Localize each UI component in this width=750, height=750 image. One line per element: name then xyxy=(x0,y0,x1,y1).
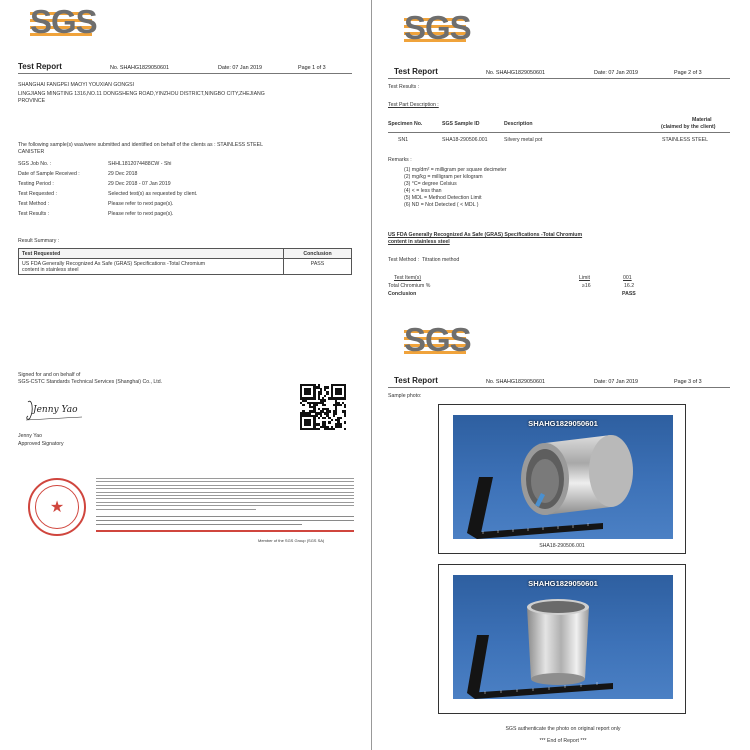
signature-image xyxy=(22,396,92,424)
page-number: Page 1 of 3 xyxy=(298,65,326,71)
company-seal-icon: ★ xyxy=(28,478,86,536)
report-number: No. SHAHG1829050601 xyxy=(486,70,546,76)
sample-photo-label: Sample photo: xyxy=(388,393,422,399)
summary-row-test: US FDA Generally Recognized As Safe (GRAS) Specifications -Total Chromium content in stainless steel xyxy=(19,259,284,275)
cell-specimen: SN1 xyxy=(398,137,409,143)
report-page-2 xyxy=(376,0,750,318)
page-divider xyxy=(371,0,372,750)
th-test-items: Test Item(s) xyxy=(394,275,422,281)
header-rule xyxy=(18,73,352,74)
photo-footer-note: SGS authenticate the photo on original report only xyxy=(505,726,621,732)
signer-title: Approved Signatory xyxy=(18,441,64,447)
page-number: Page 2 of 3 xyxy=(674,70,702,76)
client-name: SHANGHAI FANGPEI MAOYI YOUXIAN GONGSI xyxy=(18,82,135,88)
field-date-received: Date of Sample Received : 29 Dec 2018 xyxy=(18,171,138,177)
summary-row-conclusion: PASS xyxy=(284,259,352,275)
remark-1: (1) mg/dm² = milligram per square decimeter xyxy=(404,167,507,173)
report-page-1 xyxy=(0,0,370,750)
signer-name: Jenny Yao xyxy=(18,433,43,439)
report-header xyxy=(394,67,736,76)
sample-photo-frame-1 xyxy=(438,404,686,554)
conclusion-value: PASS xyxy=(622,291,636,297)
field-test-requested: Test Requested : Selected test(s) as requested by client. xyxy=(18,191,198,197)
header-rule xyxy=(388,78,730,79)
col-sample-id: SGS Sample ID xyxy=(442,121,480,127)
report-page-3 xyxy=(376,318,750,750)
client-address-line-2: PROVINCE xyxy=(18,98,46,104)
test-results-label: Test Results : xyxy=(388,84,420,90)
method-label: Test Method : xyxy=(388,257,420,263)
intro-line-2: CANISTER xyxy=(18,149,45,155)
sgs-logo: SGS xyxy=(404,9,471,46)
signed-line-1: Signed for and on behalf of xyxy=(18,372,81,378)
result-summary-table xyxy=(18,248,352,275)
page-number: Page 3 of 3 xyxy=(674,379,702,385)
remark-5: (5) MDL = Method Detection Limit xyxy=(404,195,482,201)
report-number: No. SHAHG1829050601 xyxy=(110,65,170,71)
remark-2: (2) mg/kg = milligram per kilogram xyxy=(404,174,483,180)
report-title: Test Report xyxy=(394,67,438,76)
sgs-logo: SGS xyxy=(404,321,471,358)
field-job-no: SGS Job No. : SHHL1812074488CW - Shi xyxy=(18,161,172,167)
member-note: Member of the SGS Group (SGS SA) xyxy=(258,538,325,543)
field-test-method: Test Method : Please refer to next page(s). xyxy=(18,201,174,207)
cell-sample-id: SHA18-290506.001 xyxy=(442,137,488,143)
client-address-line-1: LINGJIANG MINGTING 1316,NO.11 DONGSHENG ROAD,YINZHOU DISTRICT,NINGBO CITY,ZHEJIANG xyxy=(18,91,265,97)
report-date: Date: 07 Jan 2019 xyxy=(594,379,639,385)
end-of-report: *** End of Report *** xyxy=(539,738,587,744)
remark-3: (3) °C= degree Celsius xyxy=(404,181,457,187)
col-specimen: Specimen No. xyxy=(388,121,423,127)
remark-6: (6) ND = Not Detected ( < MDL ) xyxy=(404,202,479,208)
conclusion-label: Conclusion xyxy=(388,291,417,297)
report-title: Test Report xyxy=(394,376,438,385)
sgs-logo: SGS xyxy=(30,3,97,40)
intro-line-1: The following sample(s) was/were submitted and identified on behalf of the clients as : STAINLESS STEEL xyxy=(18,142,263,148)
th-limit: Limit xyxy=(579,275,590,281)
field-test-results: Test Results : Please refer to next page(s). xyxy=(18,211,174,217)
report-header xyxy=(18,62,356,71)
report-header xyxy=(394,376,736,385)
item-limit: ≥16 xyxy=(582,283,591,289)
cell-description: Silvery metal pot xyxy=(504,137,543,143)
address-fine-print xyxy=(96,516,354,538)
summary-head-conclusion: Conclusion xyxy=(284,249,352,259)
table-rule xyxy=(388,132,730,133)
red-rule xyxy=(96,530,354,532)
col-material: Material xyxy=(692,117,712,123)
report-date: Date: 07 Jan 2019 xyxy=(594,70,639,76)
remarks-label: Remarks : xyxy=(388,157,412,163)
th-001: 001 xyxy=(623,275,632,281)
remark-4: (4) < = less than xyxy=(404,188,442,194)
report-title: Test Report xyxy=(18,62,62,71)
part-description-label: Test Part Description : xyxy=(388,102,439,108)
cell-material: STAINLESS STEEL xyxy=(662,137,709,143)
sample-photo-frame-2 xyxy=(438,564,686,714)
item-name: Total Chromium % xyxy=(388,283,431,289)
signed-line-2: SGS-CSTC Standards Technical Services (Shanghai) Co., Ltd. xyxy=(18,379,163,385)
photo-1-caption: SHA18-290506.001 xyxy=(539,543,585,549)
field-testing-period: Testing Period : 29 Dec 2018 - 07 Jan 2019 xyxy=(18,181,171,187)
section-title-line-1: US FDA Generally Recognized As Safe (GRAS) Specifications -Total Chromium xyxy=(388,232,583,238)
legal-fine-print xyxy=(96,478,354,512)
section-title-line-2: content in stainless steel xyxy=(388,239,450,245)
col-description: Description xyxy=(504,121,533,127)
report-date: Date: 07 Jan 2019 xyxy=(218,65,263,71)
method-value: Titration method xyxy=(422,257,460,263)
qr-code xyxy=(300,384,346,430)
svg-text:Jenny Yao: Jenny Yao xyxy=(33,405,78,415)
summary-head-test: Test Requested xyxy=(19,249,284,259)
item-value: 16.2 xyxy=(624,283,635,289)
result-summary-label: Result Summary : xyxy=(18,238,60,244)
sample-photo-2: SHAHG1829050601 xyxy=(453,575,673,699)
sample-photo-1: SHAHG1829050601 xyxy=(453,415,673,539)
header-rule xyxy=(388,387,730,388)
report-number: No. SHAHG1829050601 xyxy=(486,379,546,385)
col-material-sub: (claimed by the client) xyxy=(661,124,716,130)
